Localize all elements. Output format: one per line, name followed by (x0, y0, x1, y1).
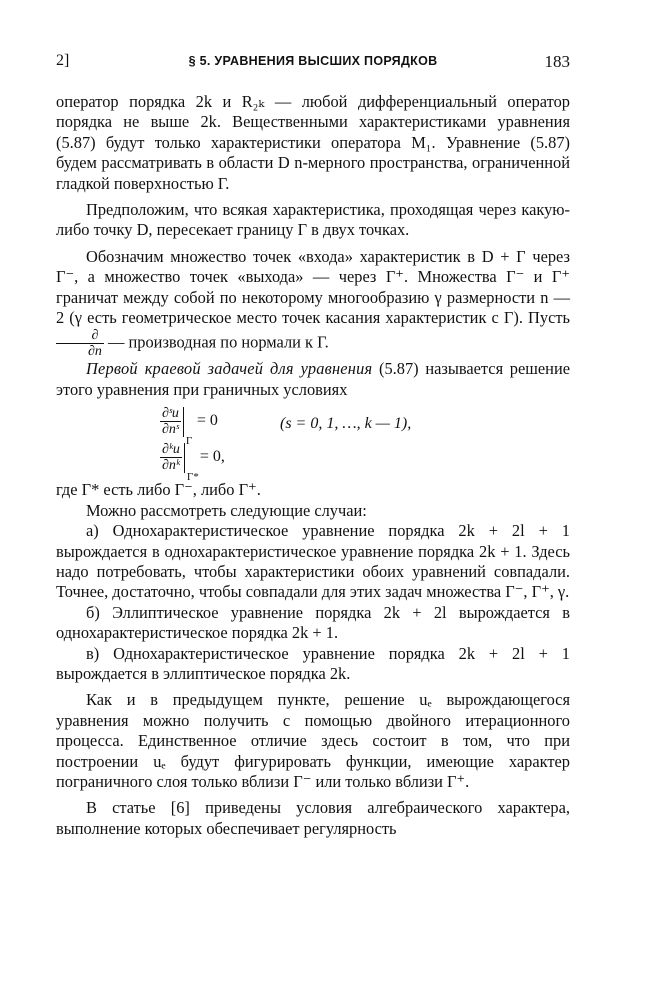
entry-exit-text-end: — производная по нормали к Γ. (108, 332, 329, 352)
paragraph-assumption: Предположим, что всякая характеристика, проходящая через какую-либо точку D, пересекает границу Γ в двух точках. (56, 200, 570, 240)
formula-1-fraction (160, 406, 181, 437)
defined-term: Первой краевой задачей для уравнения (86, 359, 373, 379)
paragraph-case-v: в) Однохарактеристическое уравнение порядка 2k + 2l + 1 вырождается в эллиптическое порядка 2k. (56, 643, 570, 683)
formula-1-bar: Γ (183, 407, 184, 437)
boundary-problem-text: (5.87) называется решение этого уравнения при граничных условиях (56, 359, 570, 399)
paragraph-entry-exit (56, 247, 570, 360)
running-header (56, 52, 570, 76)
paragraph-boundary-problem (56, 359, 570, 400)
page-body (56, 92, 570, 839)
fraction-numerator: ∂ (56, 328, 104, 344)
page-number: 183 (544, 52, 570, 71)
fraction-denominator: ∂n (88, 344, 102, 360)
paragraph-iteration: Как и в предыдущем пункте, решение uₑ вырождающегося уравнения можно получить с помощью двойного итерационного процесса. Единственное отличие здесь состоит в том, что при построении uₑ будут фигурировать функции, имеющие характер пограничного слоя только вблизи Γ⁻ или только вблизи Γ⁺. (56, 690, 570, 791)
boundary-conditions-formula (56, 406, 570, 483)
formula-line-2 (160, 442, 225, 483)
formula-line-1 (160, 406, 218, 447)
paragraph-case-b: б) Эллиптическое уравнение порядка 2k + 2l вырождается в однохарактеристическое порядка 2k + 1. (56, 602, 570, 643)
formula-2-rhs: = 0, (199, 448, 225, 466)
chapter-ref: 2] (56, 52, 70, 69)
formula-1-den: ∂nˢ (162, 422, 179, 438)
entry-exit-text: Обозначим множество точек «входа» характеристик в D + Γ через Γ⁻, а множество точек «выхода» — через Γ⁺. Множества Γ⁻ и Γ⁺ граничат между собой по некоторому многообразию γ размерности n — 2 (γ есть геометрическое место точек касания характеристик с Γ). Пусть (56, 246, 570, 328)
formula-2-den: ∂nᵏ (162, 458, 180, 474)
formula-2-bar: Γ* (184, 443, 185, 473)
formula-2-num: ∂ᵏu (162, 442, 180, 458)
formula-2-fraction (160, 442, 182, 473)
formula-1-num: ∂ˢu (162, 406, 179, 422)
normal-derivative-fraction (56, 328, 104, 359)
formula-1-condition: (s = 0, 1, …, k — 1), (280, 415, 412, 433)
paragraph-cases-intro: Можно рассмотреть следующие случаи: (86, 500, 367, 520)
formula-1-rhs: = 0 (196, 412, 218, 430)
paragraph-case-a: а) Однохарактеристическое уравнение порядка 2k + 2l + 1 вырождается в однохарактеристическое уравнение порядка 2k + 1. Здесь надо потребовать, чтобы характеристики обоих уравнений совпадали. Точнее, достаточно, чтобы совпадали для этих задач множества Γ⁻, Γ⁺, γ. (56, 521, 570, 602)
paragraph-operator: оператор порядка 2k и R₂ₖ — любой дифференциальный оператор порядка не выше 2k. Вещественными характеристиками уравнения (5.87) будут только характеристики оператора M₁. Уравнение (5.87) будем рассматривать в области D n-мерного пространства, ограниченной гладкой поверхностью Γ. (56, 92, 570, 193)
paragraph-article: В статье [6] приведены условия алгебраического характера, выполнение которых обеспечивает регулярность (56, 798, 570, 838)
paragraph-gamma-star: где Γ* есть либо Γ⁻, либо Γ⁺. (56, 480, 261, 500)
section-title: § 5. УРАВНЕНИЯ ВЫСШИХ ПОРЯДКОВ (188, 54, 438, 68)
